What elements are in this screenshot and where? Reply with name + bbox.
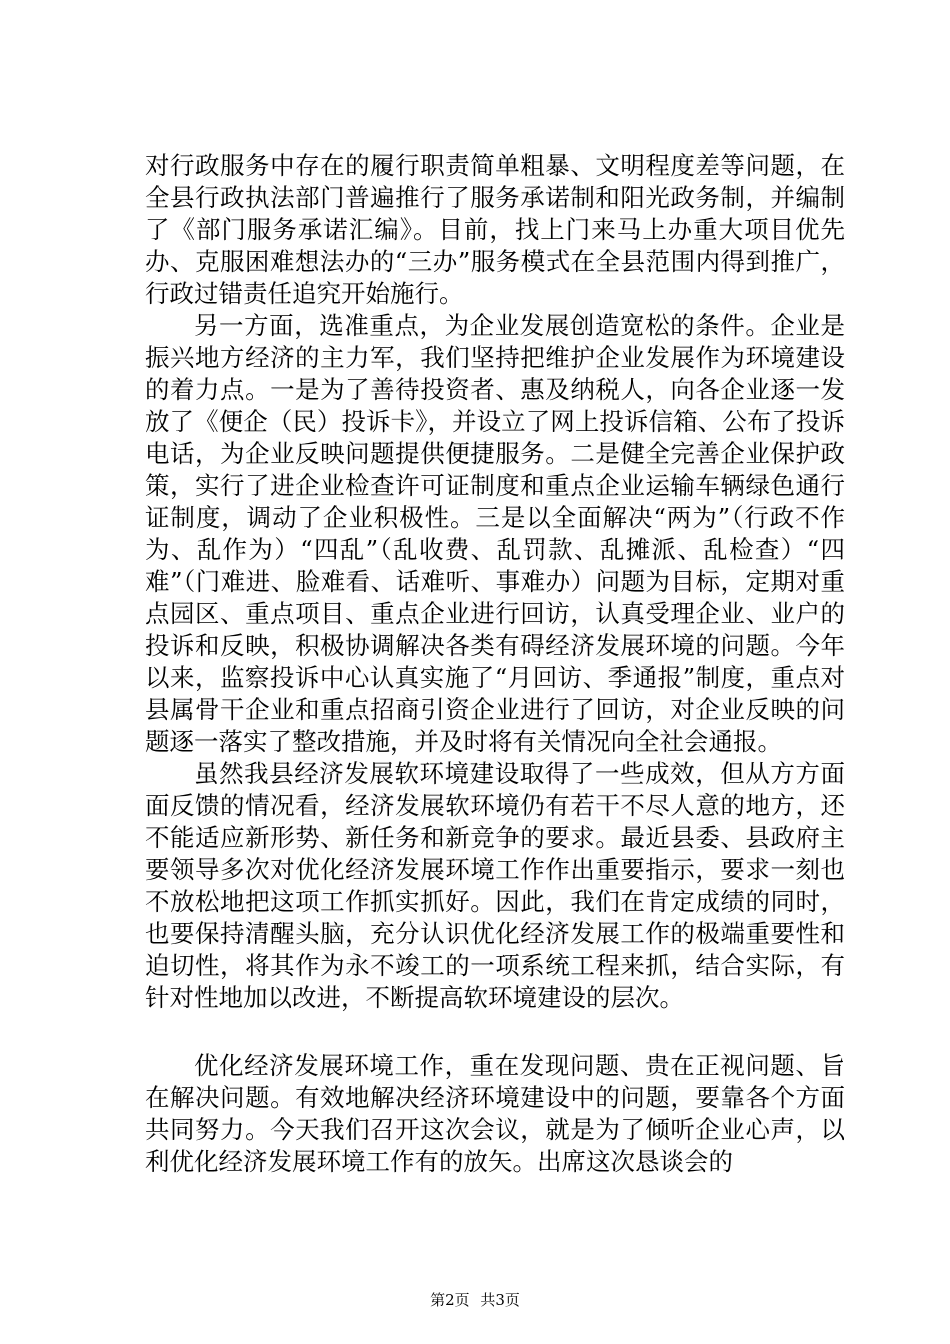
document-body [145,150,845,1178]
page-number-total: 共3页 [480,1291,520,1309]
page-footer [0,1290,950,1310]
paragraph-spacer [145,1014,845,1050]
paragraph-continuation: 对行政服务中存在的履行职责简单粗暴、文明程度差等问题，在全县行政执法部门普遍推行了服务承诺制和阳光政务制，并编制了《部门服务承诺汇编》。目前，找上门来马上办重大项目优先办、克服困难想法办的“三办”服务模式在全县范围内得到推广，行政过错责任追究开始施行。 [145,151,845,308]
paragraph-meeting-purpose: 优化经济发展环境工作，重在发现问题、贵在正视问题、旨在解决问题。有效地解决经济环境建设中的问题，要靠各个方面共同努力。今天我们召开这次会议，就是为了倾听企业心声，以利优化经济发展环境工作有的放矢。出席这次恳谈会的 [145,1051,845,1176]
page-number-current: 第2页 [430,1291,470,1309]
paragraph-achievements-and-shortcomings: 虽然我县经济发展软环境建设取得了一些成效，但从方方面面反馈的情况看，经济发展软环境仍有若干不尽人意的地方，还不能适应新形势、新任务和新竞争的要求。最近县委、县政府主要领导多次对优化经济发展环境工作作出重要指示，要求一刻也不放松地把这项工作抓实抓好。因此，我们在肯定成绩的同时，也要保持清醒头脑，充分认识优化经济发展工作的极端重要性和迫切性，将其作为永不竣工的一项系统工程来抓，结合实际，有针对性地加以改进，不断提高软环境建设的层次。 [145,759,845,1012]
paragraph-enterprise-development: 另一方面，选准重点，为企业发展创造宽松的条件。企业是振兴地方经济的主力军，我们坚持把维护企业发展作为环境建设的着力点。一是为了善待投资者、惠及纳税人，向各企业逐一发放了《便企（民）投诉卡》，并设立了网上投诉信箱、公布了投诉电话，为企业反映问题提供便捷服务。二是健全完善企业保护政策，实行了进企业检查许可证制度和重点企业运输车辆绿色通行证制度，调动了企业积极性。三是以全面解决“两为”（行政不作为、乱作为）“四乱”（乱收费、乱罚款、乱摊派、乱检查）“四难”（门难进、脸难看、话难听、事难办）问题为目标，定期对重点园区、重点项目、重点企业进行回访，认真受理企业、业户的投诉和反映，积极协调解决各类有碍经济发展环境的问题。今年以来，监察投诉中心认真实施了“月回访、季通报”制度，重点对县属骨干企业和重点招商引资企业进行了回访，对企业反映的问题逐一落实了整改措施，并及时将有关情况向全社会通报。 [145,311,845,756]
